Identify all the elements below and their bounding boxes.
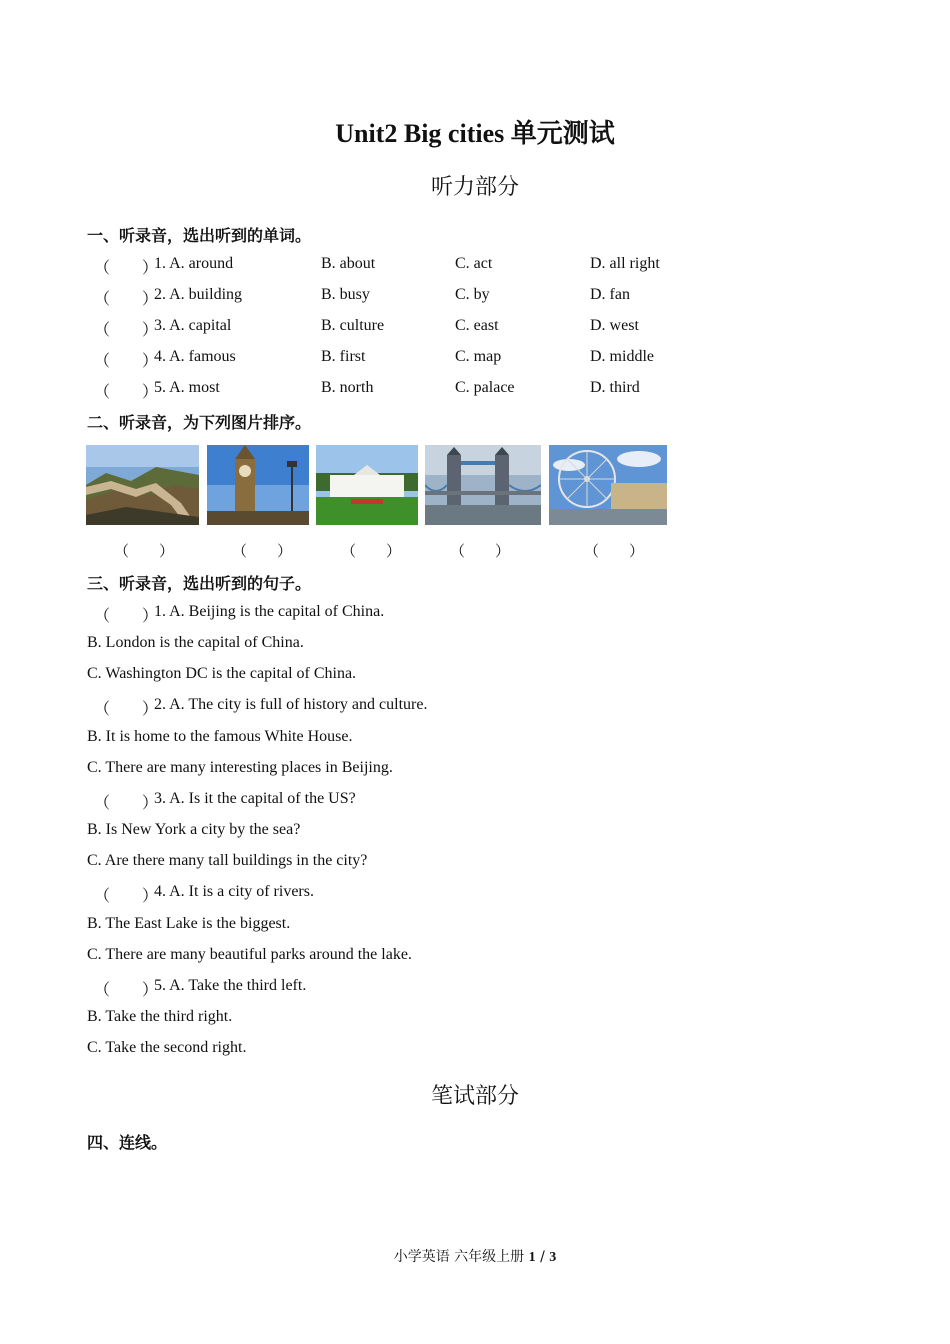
sentence-a: 3. A. Is it the capital of the US? xyxy=(154,790,356,807)
option-d: D. third xyxy=(590,379,640,396)
option-d: D. west xyxy=(590,317,639,334)
option-a: 5. A. most xyxy=(154,379,220,396)
option-c: C. map xyxy=(455,348,502,365)
writing-section-header: 笔试部分 xyxy=(430,1084,519,1109)
answer-paren[interactable]: （ ） xyxy=(94,384,159,401)
answer-paren[interactable]: （ ） xyxy=(94,701,159,718)
q4-heading: 四、连线。 xyxy=(87,1133,168,1152)
white-house-photo xyxy=(316,445,418,525)
answer-paren[interactable]: （ ） xyxy=(94,291,159,308)
answer-paren[interactable]: （ ） xyxy=(94,322,159,339)
sentence-c: C. Take the second right. xyxy=(87,1039,247,1056)
answer-paren[interactable]: （ ） xyxy=(94,353,159,370)
answer-paren[interactable]: （ ） xyxy=(94,888,159,905)
footer-page-total: 3 xyxy=(549,1250,557,1265)
option-a: 2. A. building xyxy=(154,286,243,303)
footer-text: 小学英语 六年级上册 xyxy=(393,1249,529,1265)
option-b: B. north xyxy=(321,379,374,396)
sentence-b: B. It is home to the famous White House. xyxy=(87,728,353,745)
q1-heading: 一、听录音，选出听到的单词。 xyxy=(87,226,312,245)
answer-paren[interactable]: （ ） xyxy=(94,795,159,812)
option-d: D. fan xyxy=(590,286,630,303)
option-b: B. first xyxy=(321,348,366,365)
sentence-a: 1. A. Beijing is the capital of China. xyxy=(154,603,385,620)
sentence-b: B. Take the third right. xyxy=(87,1008,233,1025)
listening-section-header: 听力部分 xyxy=(430,175,519,200)
tower-bridge-photo xyxy=(425,445,541,525)
option-b: B. culture xyxy=(321,317,385,334)
answer-paren[interactable]: （ ） xyxy=(94,608,159,625)
sentence-b: B. Is New York a city by the sea? xyxy=(87,821,301,838)
q3-heading: 三、听录音，选出听到的句子。 xyxy=(87,574,312,593)
sentence-a: 5. A. Take the third left. xyxy=(154,977,307,994)
sentence-c: C. There are many beautiful parks around the lake. xyxy=(87,946,412,963)
answer-paren[interactable]: （ ） xyxy=(94,982,159,999)
q2-heading: 二、听录音，为下列图片排序。 xyxy=(87,413,312,432)
picture-3-blank[interactable]: （ ） xyxy=(341,544,402,560)
picture-4-blank[interactable]: （ ） xyxy=(450,544,511,560)
footer-separator: / xyxy=(535,1249,550,1265)
option-c: C. by xyxy=(455,286,490,303)
picture-5-blank[interactable]: （ ） xyxy=(584,544,645,560)
london-eye-photo xyxy=(549,445,667,525)
sentence-c: C. Are there many tall buildings in the city? xyxy=(87,852,368,869)
option-d: D. all right xyxy=(590,255,660,272)
answer-paren[interactable]: （ ） xyxy=(94,260,159,277)
option-c: C. palace xyxy=(455,379,515,396)
option-a: 3. A. capital xyxy=(154,317,232,334)
sentence-a: 4. A. It is a city of rivers. xyxy=(154,883,314,900)
option-b: B. busy xyxy=(321,286,370,303)
option-d: D. middle xyxy=(590,348,654,365)
page-title: Unit2 Big cities 单元测试 xyxy=(335,119,615,148)
page-footer xyxy=(0,1246,950,1266)
picture-2-blank[interactable]: （ ） xyxy=(232,544,293,560)
option-b: B. about xyxy=(321,255,376,272)
sentence-c: C. There are many interesting places in Beijing. xyxy=(87,759,393,776)
sentence-c: C. Washington DC is the capital of China. xyxy=(87,665,357,682)
sentence-a: 2. A. The city is full of history and culture. xyxy=(154,696,428,713)
option-c: C. act xyxy=(455,255,493,272)
great-wall-photo xyxy=(86,445,199,525)
footer-page-number: 1 xyxy=(528,1250,536,1265)
option-a: 1. A. around xyxy=(154,255,234,272)
option-c: C. east xyxy=(455,317,499,334)
sentence-b: B. London is the capital of China. xyxy=(87,634,304,651)
option-a: 4. A. famous xyxy=(154,348,236,365)
big-ben-photo xyxy=(207,445,309,525)
sentence-b: B. The East Lake is the biggest. xyxy=(87,915,291,932)
picture-1-blank[interactable]: （ ） xyxy=(114,544,175,560)
